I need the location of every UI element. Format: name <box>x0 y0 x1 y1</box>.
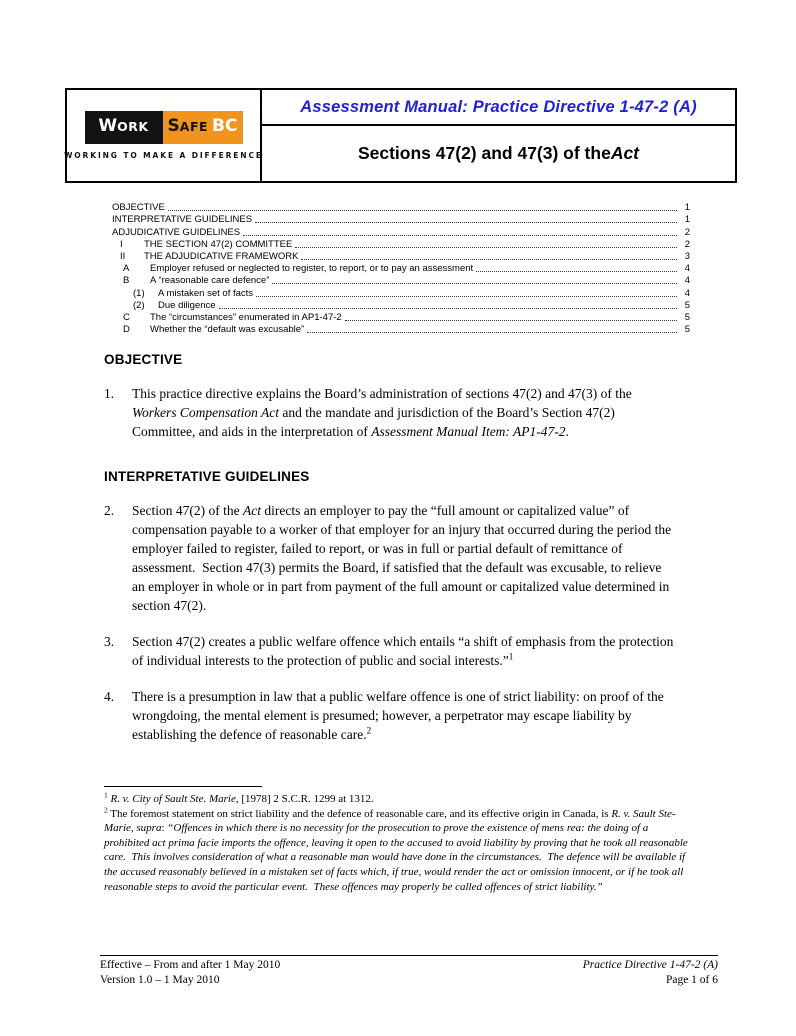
footnote-2 <box>104 804 692 895</box>
footnote-text: The foremost statement on strict liability and the defence of reasonable care, and its effective origin in Canada, is R. v. Sault Ste-Marie, supra: “Offences in which there is no necessity for the prosecution to prove the existence of mens rea: the doing of a prohibited act prima facie imports the offence, leaving it open to the accused to avoid liability by proving that he took all reasonable care. This involves consideration of what a reasonable man would have done in the circumstances. The defence will be available if the accused reasonably believed in a mistaken set of facts which, if true, would render the act or omission innocent, or if he took all reasonable steps to avoid the particular event. These offences may properly be called offences of strict liability.” <box>104 807 691 893</box>
footer-effective-date: Effective – From and after 1 May 2010 <box>100 959 281 971</box>
toc-page-number: 2 <box>684 226 690 238</box>
paragraph-text: This practice directive explains the Board’s administration of sections 47(2) and 47(3) of the Workers Compensation Act and the mandate and jurisdiction of the Board’s Section 47(2) Committee, and aids in the interpretation of Assessment Manual Item: AP1-47-2. <box>132 386 636 439</box>
toc-item-default-was-excusable[interactable]: D Whether the “default was excusable” 5 <box>123 324 690 336</box>
toc-page-number: 1 <box>684 214 690 226</box>
toc-page-number: 3 <box>684 250 690 262</box>
logo-text: W <box>98 116 118 136</box>
toc-page-number: 5 <box>684 324 690 336</box>
toc-page-number: 5 <box>684 311 690 323</box>
document-subtitle: Sections 47(2) and 47(3) of the Act <box>357 143 640 163</box>
toc-page-number: 4 <box>684 287 690 299</box>
toc-item-interpretative-guidelines[interactable]: INTERPRETATIVE GUIDELINES 1 <box>112 214 690 226</box>
worksafebc-logo-mark <box>85 111 243 144</box>
toc-item-reasonable-care-defence[interactable]: B A “reasonable care defence” 4 <box>123 275 690 287</box>
dot-leader <box>307 332 677 333</box>
toc-page-number: 2 <box>684 238 690 250</box>
logo-text: ORK <box>117 119 149 134</box>
document-header <box>65 88 737 183</box>
logo-text: BC <box>212 116 238 136</box>
paragraph-text: Section 47(2) creates a public welfare offence which entails “a shift of emphasis from the protection of individual interests to the protection of public and social interests.”$^1$ <box>132 634 677 668</box>
toc-page-number: 4 <box>684 275 690 287</box>
footnote-1 <box>104 792 692 807</box>
logo-tagline: WORKING TO MAKE A DIFFERENCE <box>64 151 263 160</box>
footer-version: Version 1.0 – 1 May 2010 <box>100 974 220 986</box>
toc-item-adjudicative-framework[interactable]: II THE ADJUDICATIVE FRAMEWORK 3 <box>120 250 690 262</box>
dot-leader <box>255 222 677 223</box>
dot-leader <box>219 308 677 309</box>
toc-item-employer-refused[interactable]: A Employer refused or neglected to register, to report, or to pay an assessment 4 <box>123 263 690 275</box>
page-footer <box>100 955 718 988</box>
paragraph-1 <box>104 384 677 441</box>
dot-leader <box>295 247 677 248</box>
table-of-contents <box>112 201 690 335</box>
paragraph-3 <box>104 632 677 670</box>
dot-leader <box>476 271 677 272</box>
dot-leader <box>168 210 677 211</box>
document-title: Assessment Manual: Practice Directive 1-47-2 (A) <box>262 90 735 126</box>
worksafebc-logo <box>64 90 263 181</box>
footnote-marker: 1 <box>104 790 108 800</box>
footer-directive-ref: Practice Directive 1-47-2 (A) <box>582 959 718 971</box>
toc-item-due-diligence[interactable]: (2) Due diligence 5 <box>133 299 690 311</box>
toc-page-number: 4 <box>684 263 690 275</box>
toc-item-objective[interactable]: OBJECTIVE 1 <box>112 202 690 214</box>
toc-page-number: 5 <box>684 299 690 311</box>
logo-safebc-segment <box>163 111 243 144</box>
footnote-text: R. v. City of Sault Ste. Marie, [1978] 2 S.C.R. 1299 at 1312. <box>110 793 374 805</box>
paragraph-2 <box>104 501 677 615</box>
footer-page-number: Page 1 of 6 <box>665 974 718 986</box>
footer-right <box>583 958 718 988</box>
paragraph-number: 4. <box>104 689 115 704</box>
dot-leader <box>256 296 677 297</box>
footnote-marker: 2 <box>104 804 108 814</box>
dot-leader <box>243 235 677 236</box>
dot-leader <box>301 259 677 260</box>
footnotes <box>104 786 692 894</box>
toc-item-adjudicative-guidelines[interactable]: ADJUDICATIVE GUIDELINES 2 <box>112 226 690 238</box>
paragraph-text: There is a presumption in law that a public welfare offence is one of strict liability: on proof of the wrongdoing, the mental element is presumed; however, a perpetrator may escape liability by establishing the defence of reasonable care.$^2$ <box>132 689 668 742</box>
section-heading-objective: OBJECTIVE <box>104 352 183 367</box>
header-title-cell <box>262 90 735 181</box>
toc-item-mistaken-set-of-facts[interactable]: (1) A mistaken set of facts 4 <box>133 287 690 299</box>
paragraph-number: 2. <box>104 503 115 518</box>
paragraph-4 <box>104 687 677 744</box>
footer-left <box>100 958 280 988</box>
paragraph-number: 3. <box>104 634 115 649</box>
dot-leader <box>272 283 677 284</box>
toc-item-section-472-committee[interactable]: I THE SECTION 47(2) COMMITTEE 2 <box>120 238 690 250</box>
section-heading-interpretative-guidelines: INTERPRETATIVE GUIDELINES <box>104 469 310 484</box>
paragraph-text: Section 47(2) of the Act directs an employer to pay the “full amount or capitalized value” of compensation payable to a worker of that employer for an injury that occurred during the period the employer failed to register, failed to report, or was in full or partial default of remittance of assessment. Section 47(3) permits the Board, if satisfied that the default was excusable, to relieve an employer in whole or in part from payment of the full amount or capitalized value determined in section 47(2). <box>132 503 675 613</box>
dot-leader <box>345 320 677 321</box>
toc-item-circumstances-ap1-47-2[interactable]: C The “circumstances” enumerated in AP1-47-2 5 <box>123 311 690 323</box>
toc-page-number: 1 <box>684 202 690 214</box>
logo-text: S AFE <box>167 116 209 136</box>
logo-work-segment <box>85 111 163 144</box>
footnote-separator <box>104 786 262 787</box>
document-body <box>104 352 677 744</box>
paragraph-number: 1. <box>104 386 115 401</box>
